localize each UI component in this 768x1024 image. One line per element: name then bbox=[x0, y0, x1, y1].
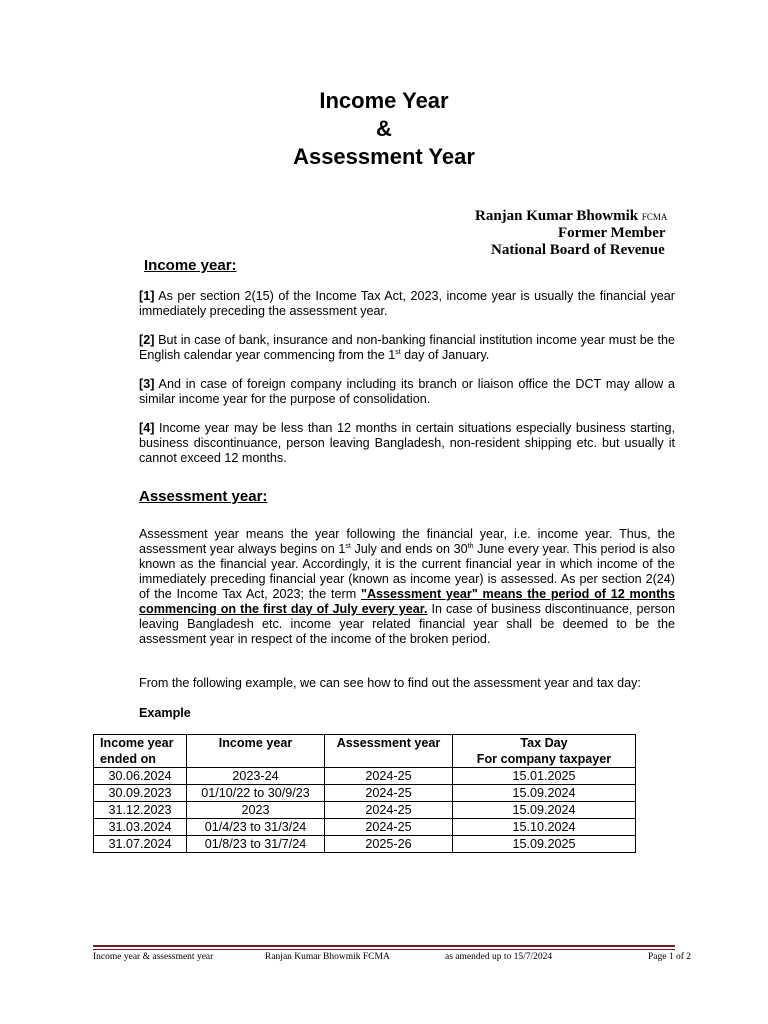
cell-assessment-year: 2025-26 bbox=[325, 836, 453, 853]
point-text: And in case of foreign company including its branch or liaison office the DCT may allow a similar income year for the purpose of consolidation. bbox=[139, 377, 675, 406]
footer-amended: as amended up to 15/7/2024 bbox=[445, 952, 553, 962]
cell-income-year: 01/4/23 to 31/3/24 bbox=[187, 819, 325, 836]
cell-income-year: 2023 bbox=[187, 802, 325, 819]
paragraph-text-2: July and ends on 30 bbox=[350, 542, 468, 556]
cell-tax-day: 15.09.2025 bbox=[453, 836, 636, 853]
title-line-3: Assessment Year bbox=[293, 144, 475, 169]
cell-assessment-year: 2024-25 bbox=[325, 785, 453, 802]
table-row bbox=[94, 836, 636, 853]
cell-income-year: 01/10/22 to 30/9/23 bbox=[187, 785, 325, 802]
assessment-year-paragraph bbox=[139, 527, 675, 647]
table-header-row bbox=[94, 735, 636, 768]
footer-divider-thin bbox=[93, 949, 675, 950]
income-year-point-3 bbox=[139, 377, 675, 407]
cell-income-year: 2023-24 bbox=[187, 768, 325, 785]
cell-tax-day: 15.09.2024 bbox=[453, 802, 636, 819]
table-row bbox=[94, 819, 636, 836]
cell-assessment-year: 2024-25 bbox=[325, 819, 453, 836]
col-header-income-year-ended: Income year ended on bbox=[94, 735, 187, 768]
footer-page-number: Page 1 of 2 bbox=[648, 952, 692, 962]
paragraph-text-3: June every year. This period is also known as the financial year. Accordingly, it is the current financial year in which income of the immediately preceding financial year (known as income year) is assessed. As per section 2(24) of the Income Tax Act, 2023; the term bbox=[139, 542, 675, 601]
point-text: But in case of bank, insurance and non-banking financial institution income year must be the English calendar year commencing from the 1 bbox=[139, 333, 675, 362]
author-role: Former Member bbox=[558, 225, 666, 241]
example-intro: From the following example, we can see how to find out the assessment year and tax day: bbox=[139, 676, 641, 690]
footer-doc-title: Income year & assessment year bbox=[93, 952, 214, 962]
author-name: Ranjan Kumar Bhowmik bbox=[475, 208, 639, 224]
point-text: As per section 2(15) of the Income Tax Act, 2023, income year is usually the financial year immediately preceding the assessment year. bbox=[139, 289, 675, 318]
cell-tax-day: 15.09.2024 bbox=[453, 785, 636, 802]
superscript-1: st bbox=[345, 542, 351, 550]
paragraph-text-4: In case of business discontinuance, person leaving Bangladesh etc. income year related financial year shall be deemed to be the assessment year in respect of the income of the broken period. bbox=[139, 602, 675, 646]
cell-income-year: 01/8/23 to 31/7/24 bbox=[187, 836, 325, 853]
point-text-end: day of January. bbox=[400, 348, 490, 362]
author-org: National Board of Revenue bbox=[491, 242, 665, 258]
point-number: [4] bbox=[139, 421, 155, 435]
cell-tax-day: 15.01.2025 bbox=[453, 768, 636, 785]
col-header-assessment-year: Assessment year bbox=[325, 735, 453, 768]
income-year-point-4 bbox=[139, 421, 675, 466]
cell-ended-on: 31.12.2023 bbox=[94, 802, 187, 819]
col-header-income-year: Income year bbox=[187, 735, 325, 768]
superscript: st bbox=[395, 348, 401, 356]
cell-ended-on: 31.07.2024 bbox=[94, 836, 187, 853]
table-row bbox=[94, 768, 636, 785]
assessment-year-definition: "Assessment year" means the period of 12 months commencing on the first day of July every year. bbox=[139, 587, 675, 616]
title-line-1: Income Year bbox=[319, 88, 449, 113]
cell-ended-on: 30.06.2024 bbox=[94, 768, 187, 785]
col-header-tax-day bbox=[453, 735, 636, 768]
footer-author: Ranjan Kumar Bhowmik FCMA bbox=[265, 952, 390, 962]
tax-day-sublabel: For company taxpayer bbox=[476, 752, 612, 766]
paragraph-text-1: Assessment year means the year following the financial year, i.e. income year. Thus, the assessment year always begins on 1 bbox=[139, 527, 675, 556]
cell-assessment-year: 2024-25 bbox=[325, 802, 453, 819]
tax-day-label: Tax Day bbox=[520, 736, 568, 750]
table-row bbox=[94, 802, 636, 819]
point-number: [2] bbox=[139, 333, 155, 347]
income-year-heading: Income year: bbox=[144, 257, 237, 274]
point-number: [1] bbox=[139, 289, 155, 303]
cell-assessment-year: 2024-25 bbox=[325, 768, 453, 785]
cell-tax-day: 15.10.2024 bbox=[453, 819, 636, 836]
cell-ended-on: 31.03.2024 bbox=[94, 819, 187, 836]
point-number: [3] bbox=[139, 377, 155, 391]
footer-divider-thick bbox=[93, 945, 675, 947]
income-year-point-1 bbox=[139, 289, 675, 319]
point-text: Income year may be less than 12 months in certain situations especially business starting, business discontinuance, person leaving Bangladesh, non-resident shipping etc. but usually it cannot exceed 12 months. bbox=[139, 421, 675, 465]
example-table bbox=[93, 734, 636, 853]
table-row bbox=[94, 785, 636, 802]
superscript-2: th bbox=[467, 542, 474, 550]
title-line-2: & bbox=[376, 116, 392, 141]
assessment-year-heading: Assessment year: bbox=[139, 488, 268, 505]
author-suffix: FCMA bbox=[641, 212, 668, 222]
example-label: Example bbox=[139, 706, 191, 720]
income-year-point-2 bbox=[139, 333, 675, 363]
cell-ended-on: 30.09.2023 bbox=[94, 785, 187, 802]
